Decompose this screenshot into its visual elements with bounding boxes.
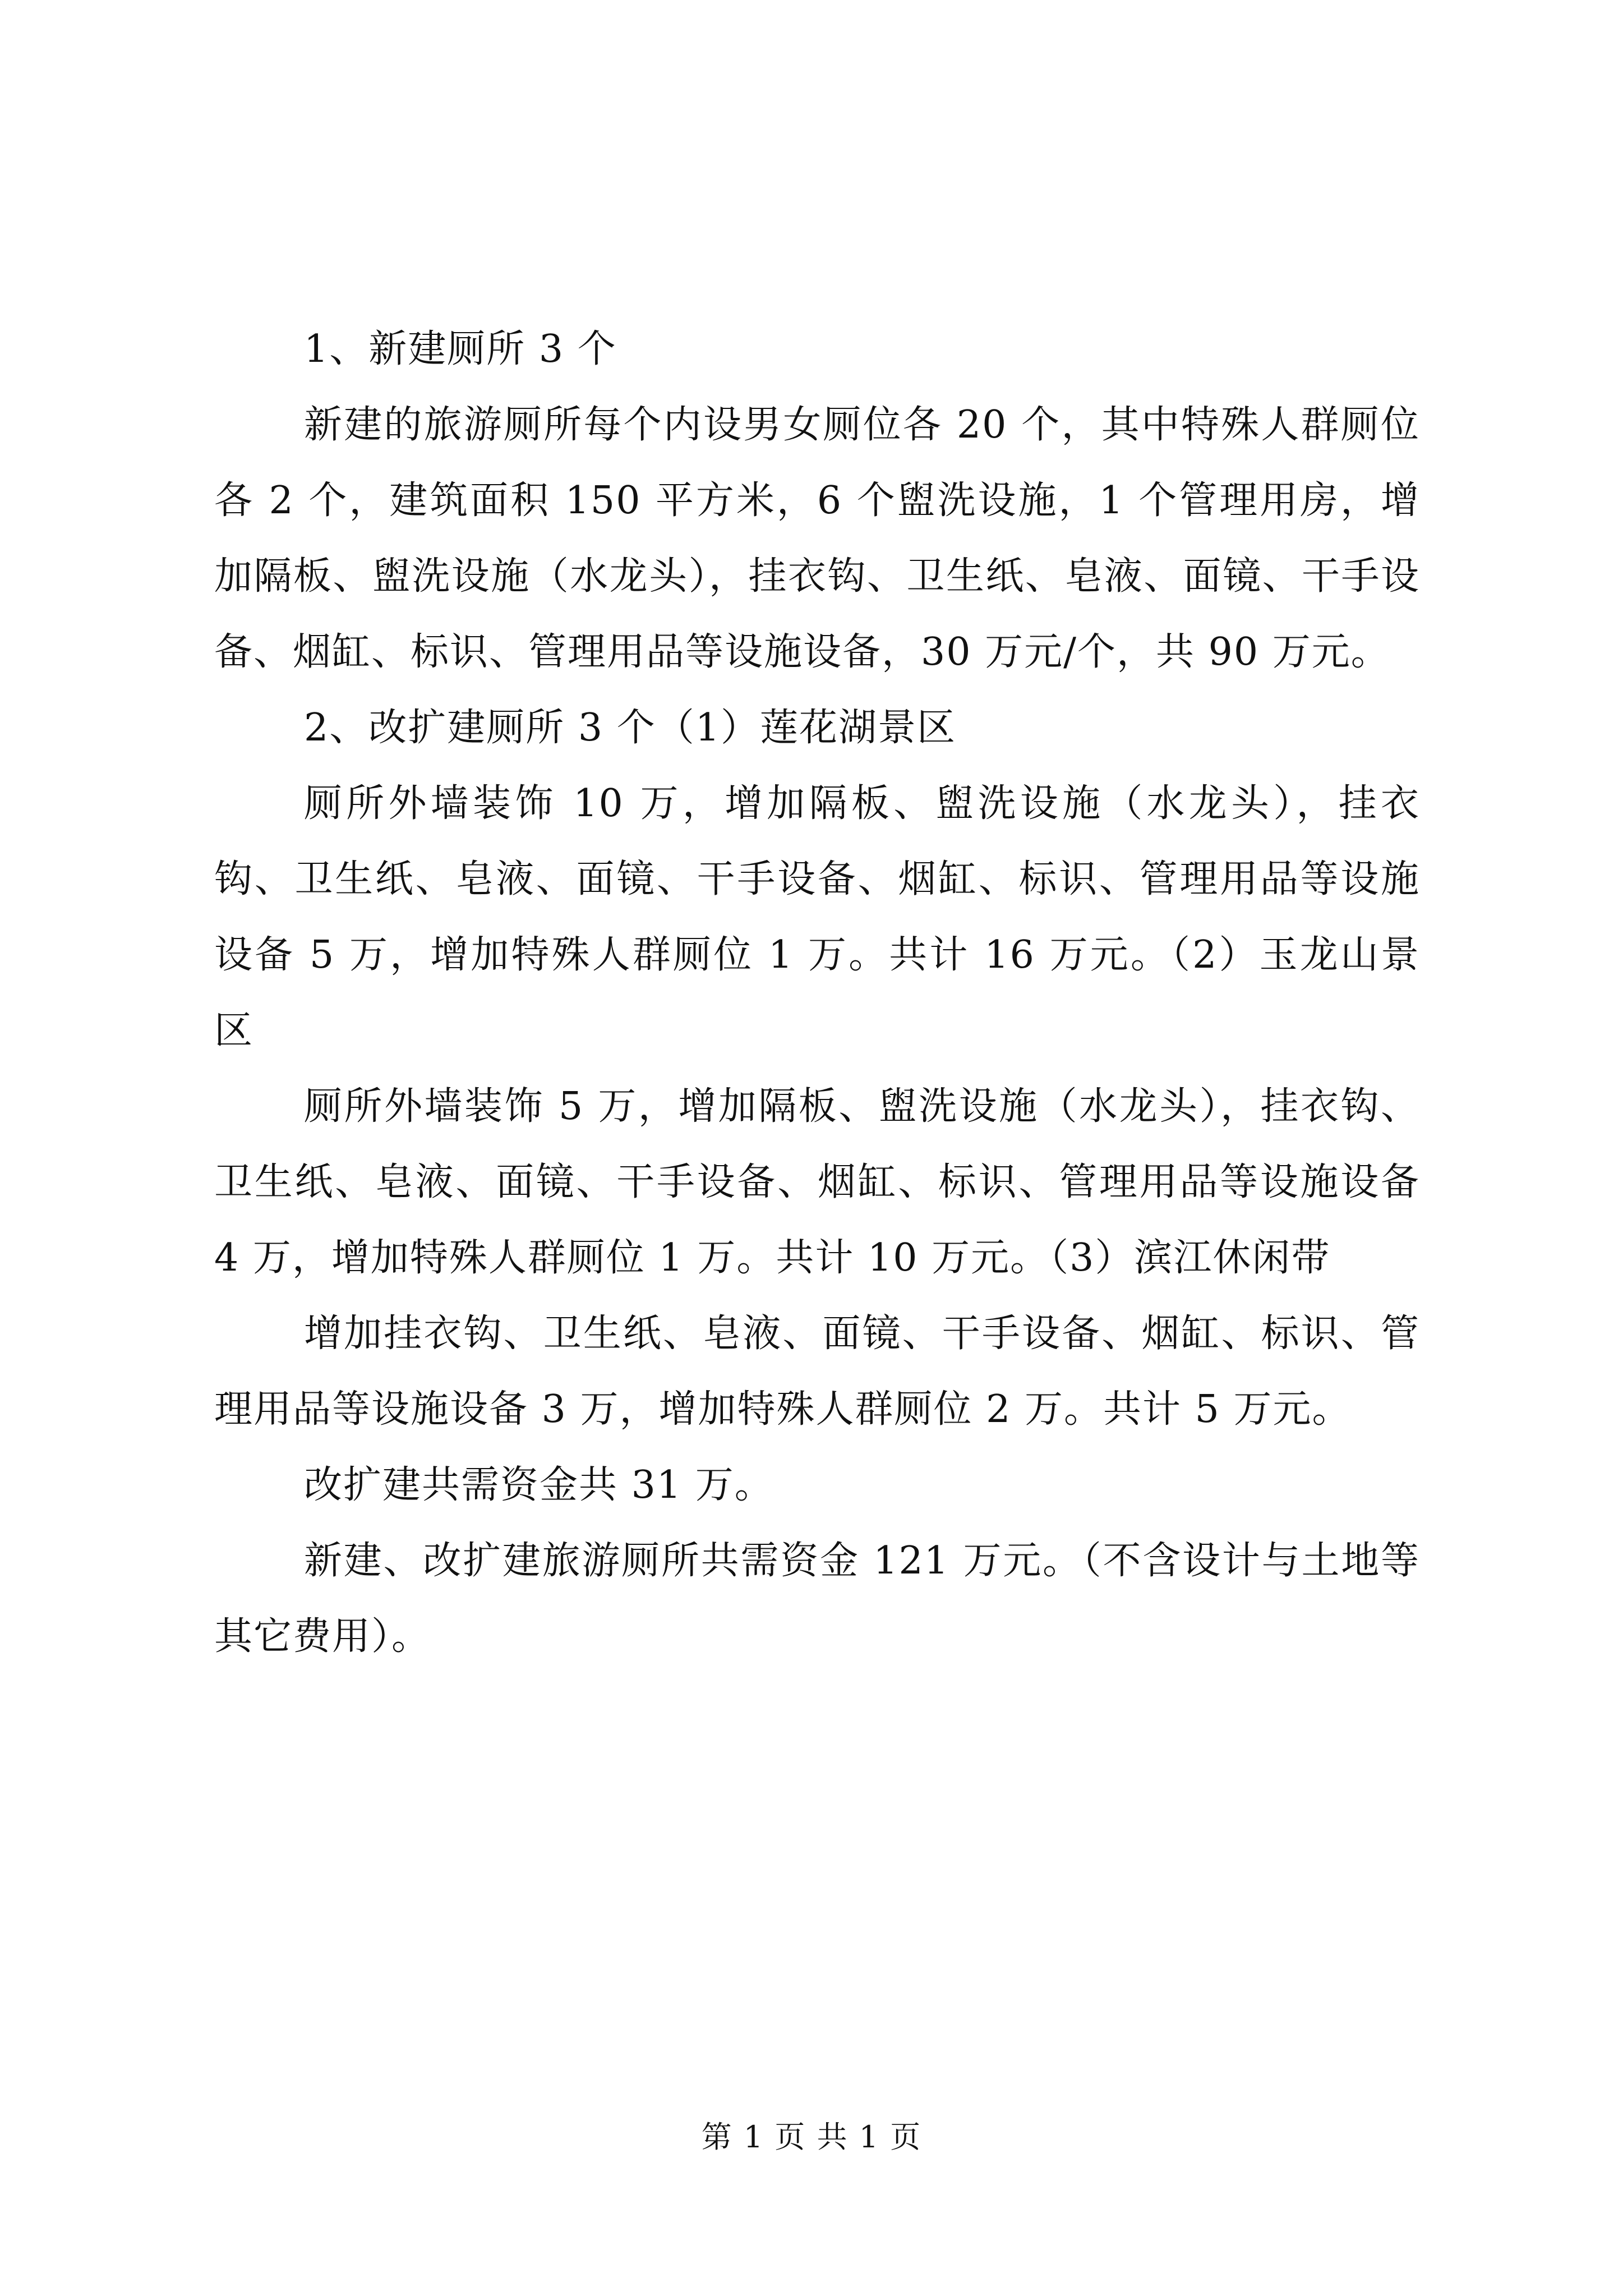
page-footer: 第 1 页 共 1 页: [701, 2119, 922, 2155]
section-heading-new-toilets: 1、新建厕所 3 个: [304, 327, 617, 371]
paragraph-new-toilets-detail: 新建的旅游厕所每个内设男女厕位各 20 个，其中特殊人群厕位各 2 个，建筑面积 150 平方米，6 个盥洗设施，1 个管理用房，增加隔板、盥洗设施（水龙头），挂衣钩、卫生纸、皂液、面镜、干手设备、烟缸、标识、管理用品等设施设备，30 万元/个，共 90 万元。: [214, 403, 1420, 674]
paragraph-yulong-mountain: 厕所外墙装饰 5 万，增加隔板、盥洗设施（水龙头），挂衣钩、卫生纸、皂液、面镜、干手设备、烟缸、标识、管理用品等设施设备 4 万，增加特殊人群厕位 1 万。共计 10 万元。（3）滨江休闲带: [214, 1084, 1420, 1280]
paragraph-riverside-belt: 增加挂衣钩、卫生纸、皂液、面镜、干手设备、烟缸、标识、管理用品等设施设备 3 万，增加特殊人群厕位 2 万。共计 5 万元。: [214, 1312, 1420, 1432]
paragraph-grand-total: 新建、改扩建旅游厕所共需资金 121 万元。（不含设计与土地等其它费用）。: [214, 1539, 1420, 1659]
document-body: [214, 311, 1420, 1674]
paragraph-lotus-lake: 厕所外墙装饰 10 万，增加隔板、盥洗设施（水龙头），挂衣钩、卫生纸、皂液、面镜、干手设备、烟缸、标识、管理用品等设施设备 5 万，增加特殊人群厕位 1 万。共计 16 万元。（2）玉龙山景区: [214, 781, 1420, 1053]
paragraph-renovation-total: 改扩建共需资金共 31 万。: [304, 1463, 774, 1507]
section-heading-renovation: 2、改扩建厕所 3 个（1）莲花湖景区: [304, 706, 957, 750]
